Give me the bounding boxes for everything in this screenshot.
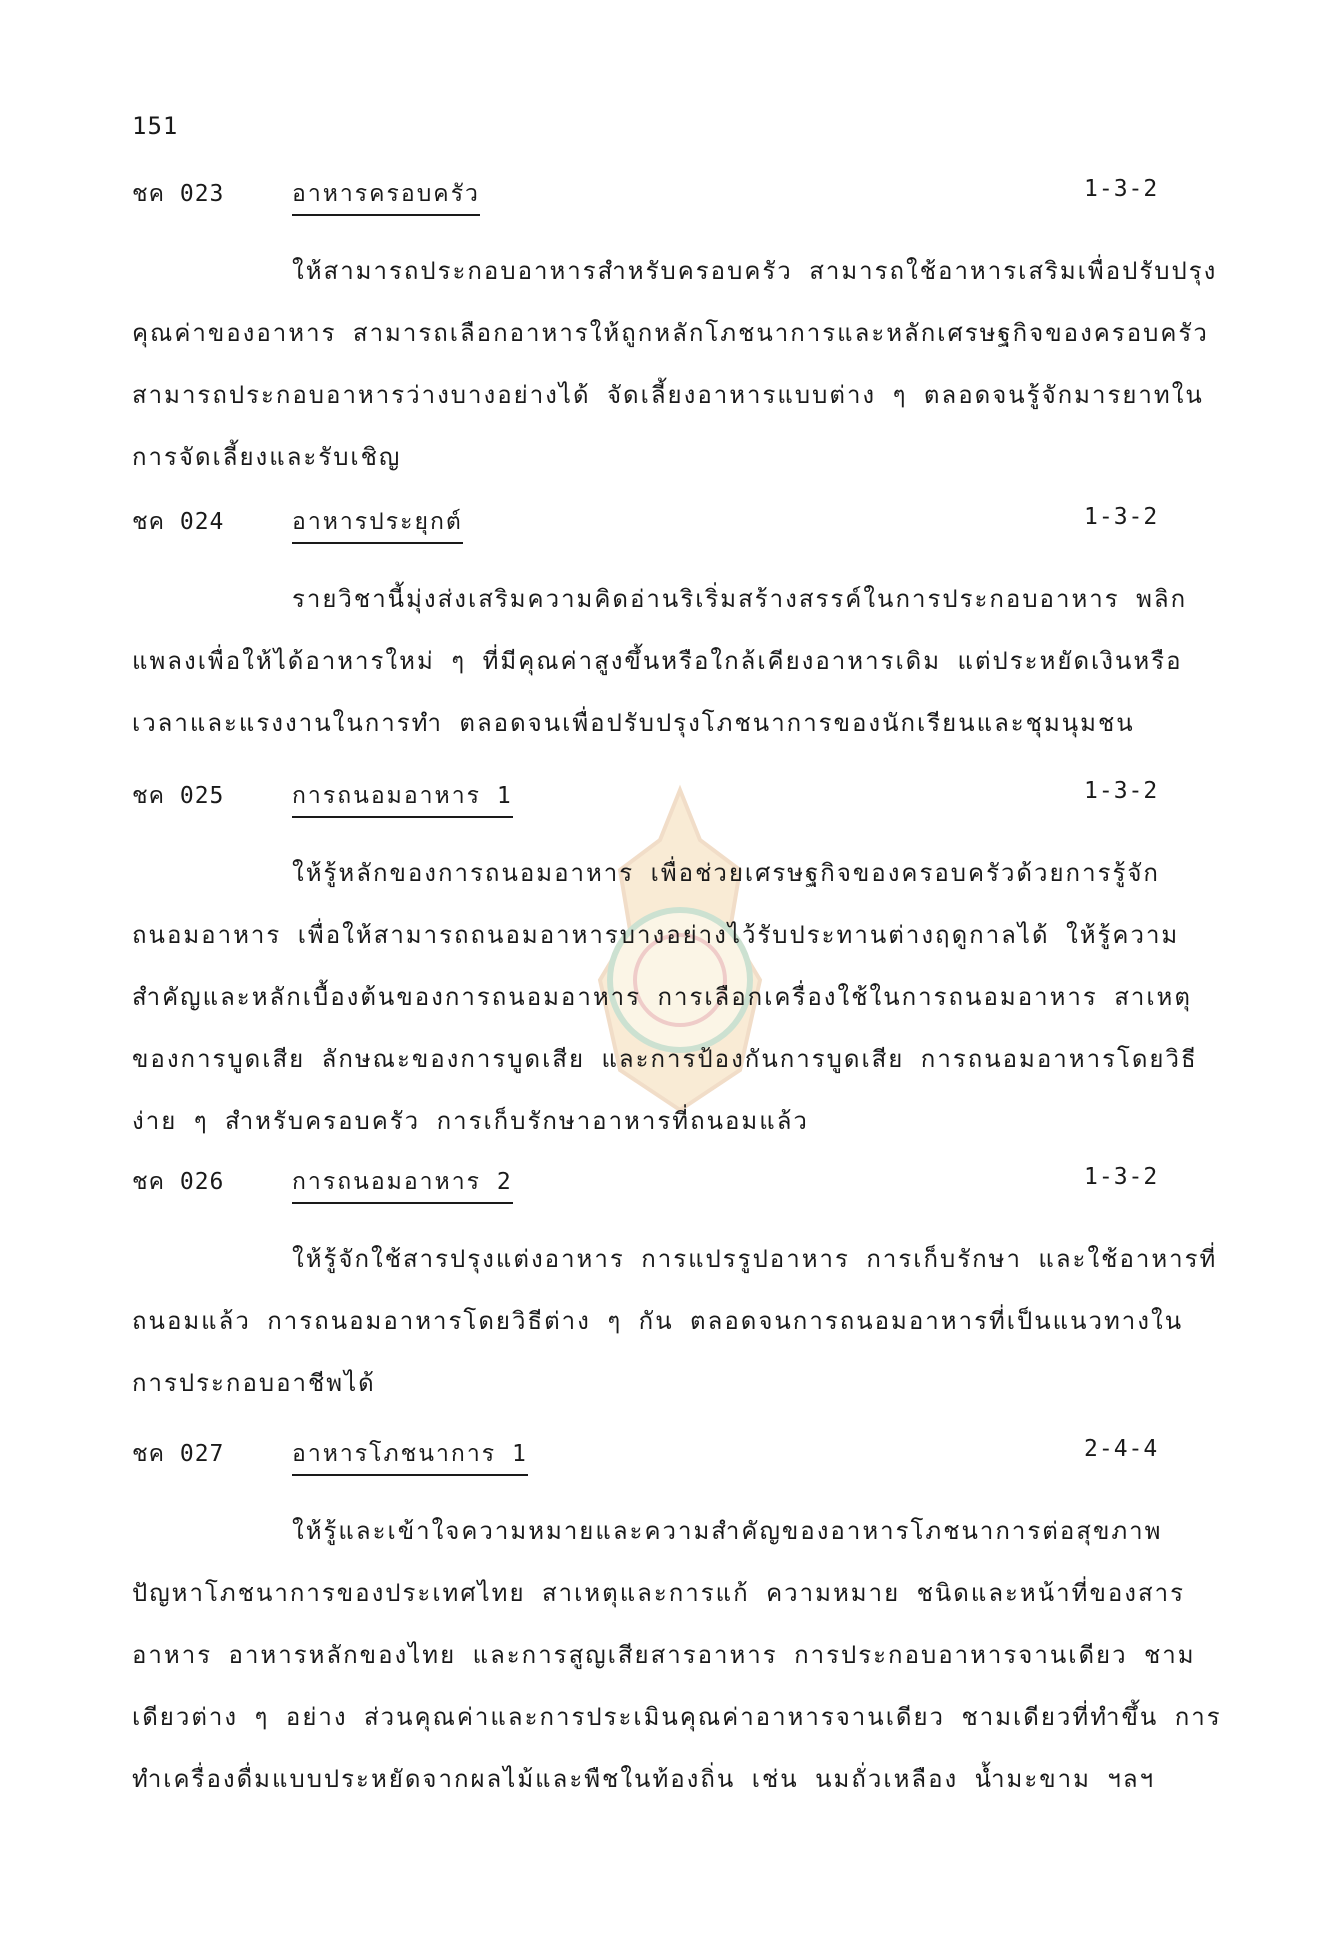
course-title: การถนอมอาหาร 2 <box>292 1164 513 1204</box>
course-credits: 1-3-2 <box>1084 504 1159 530</box>
course-description: ให้รู้จักใช้สารปรุงแต่งอาหาร การแปรรูปอาหาร การเก็บรักษา และใช้อาหารที่ถนอมแล้ว การถนอมอาหารโดยวิธีต่าง ๆ กัน ตลอดจนการถนอมอาหารที่เป็นแนวทางในการประกอบอาชีพได้ <box>132 1245 1218 1397</box>
course-title: อาหารโภชนาการ 1 <box>292 1436 528 1476</box>
course-code: ชค 026 <box>132 1169 225 1195</box>
course-027 <box>132 1436 1232 1810</box>
course-description: ให้รู้และเข้าใจความหมายและความสำคัญของอาหารโภชนาการต่อสุขภาพ ปัญหาโภชนาการของประเทศไทย สาเหตุและการแก้ ความหมาย ชนิดและหน้าที่ของสารอาหาร อาหารหลักของไทย และการสูญเสียสารอาหาร การประกอบอาหารจานเดียว ชามเดียวต่าง ๆ อย่าง ส่วนคุณค่าและการประเมินคุณค่าอาหารจานเดียว ชามเดียวที่ทำขึ้น การทำเครื่องดื่มแบบประหยัดจากผลไม้และพืชในท้องถิ่น เช่น นมถั่วเหลือง น้ำมะขาม ฯลฯ <box>132 1517 1222 1793</box>
page-number: 151 <box>132 112 179 140</box>
course-code: ชค 027 <box>132 1441 225 1467</box>
course-description: ให้รู้หลักของการถนอมอาหาร เพื่อช่วยเศรษฐกิจของครอบครัวด้วยการรู้จักถนอมอาหาร เพื่อให้สามารถถนอมอาหารบางอย่างไว้รับประทานต่างฤดูกาลได้ ให้รู้ความสำคัญและหลักเบื้องต้นของการถนอมอาหาร การเลือกเครื่องใช้ในการถนอมอาหาร สาเหตุของการบูดเสีย ลักษณะของการบูดเสีย และการป้องกันการบูดเสีย การถนอมอาหารโดยวิธีง่าย ๆ สำหรับครอบครัว การเก็บรักษาอาหารที่ถนอมแล้ว <box>132 859 1198 1135</box>
course-credits: 1-3-2 <box>1084 176 1159 202</box>
course-description: รายวิชานี้มุ่งส่งเสริมความคิดอ่านริเริ่มสร้างสรรค์ในการประกอบอาหาร พลิกแพลงเพื่อให้ได้อาหารใหม่ ๆ ที่มีคุณค่าสูงขึ้นหรือใกล้เคียงอาหารเดิม แต่ประหยัดเงินหรือเวลาและแรงงานในการทำ ตลอดจนเพื่อปรับปรุงโภชนาการของนักเรียนและชุมนุมชน <box>132 585 1188 737</box>
course-code: ชค 024 <box>132 509 225 535</box>
course-title: อาหารประยุกต์ <box>292 504 463 544</box>
course-description: ให้สามารถประกอบอาหารสำหรับครอบครัว สามารถใช้อาหารเสริมเพื่อปรับปรุงคุณค่าของอาหาร สามารถเลือกอาหารให้ถูกหลักโภชนาการและหลักเศรษฐกิจของครอบครัว สามารถประกอบอาหารว่างบางอย่างได้ จัดเลี้ยงอาหารแบบต่าง ๆ ตลอดจนรู้จักมารยาทในการจัดเลี้ยงและรับเชิญ <box>132 257 1218 471</box>
course-024 <box>132 504 1232 754</box>
course-title: อาหารครอบครัว <box>292 176 480 216</box>
course-credits: 1-3-2 <box>1084 778 1159 804</box>
course-code: ชค 025 <box>132 783 225 809</box>
course-026 <box>132 1164 1232 1414</box>
course-code: ชค 023 <box>132 181 225 207</box>
course-credits: 1-3-2 <box>1084 1164 1159 1190</box>
course-credits: 2-4-4 <box>1084 1436 1159 1462</box>
course-title: การถนอมอาหาร 1 <box>292 778 513 818</box>
course-025 <box>132 778 1232 1152</box>
course-023 <box>132 176 1232 488</box>
